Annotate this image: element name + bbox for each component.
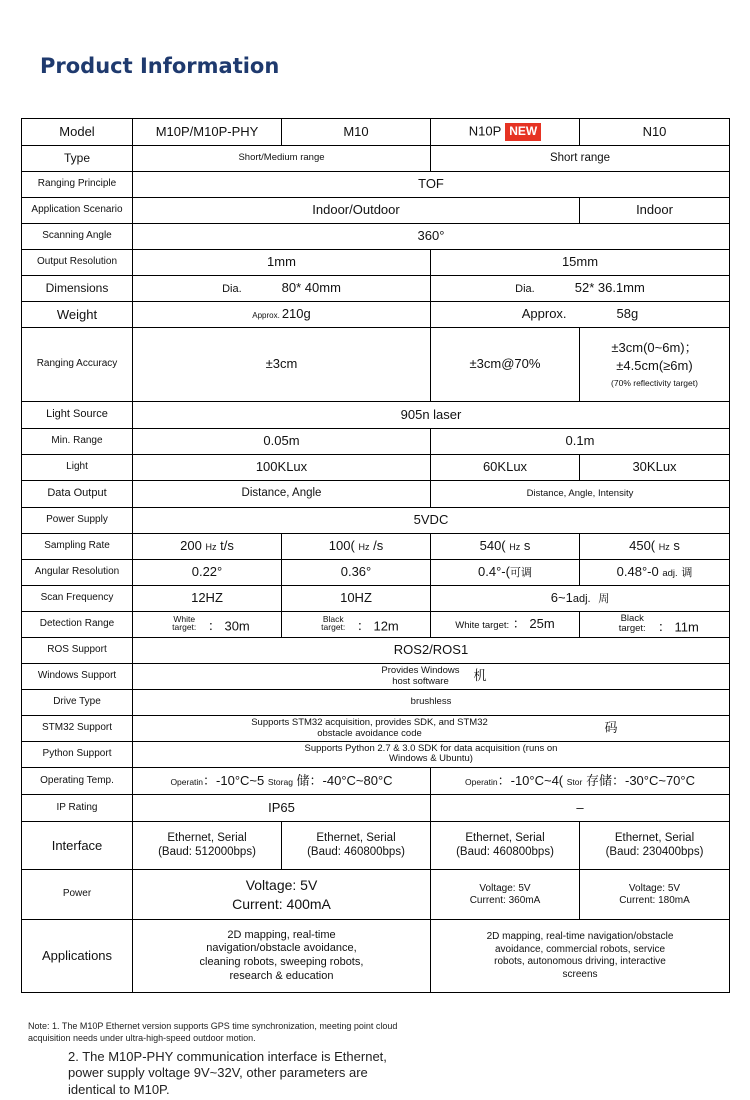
row-label-ranging-principle: Ranging Principle	[22, 172, 133, 198]
row-label-windows-support: Windows Support	[22, 664, 133, 690]
sampling-rate-m10-suffix: /s	[373, 538, 384, 554]
light-source-value	[133, 402, 730, 429]
table-row-drive-type	[22, 690, 730, 716]
angular-resolution-n10p-suffix: 可调	[509, 567, 532, 580]
applications-n10	[431, 920, 730, 993]
table-row-ros-support	[22, 638, 730, 664]
operating-temp-n10-st: 存储：-30°C~70°C	[585, 772, 695, 788]
table-row-python-support	[22, 742, 730, 768]
ranging-principle-value: TOF	[133, 172, 730, 198]
model-m10: M10	[282, 119, 431, 146]
python-support-value: Supports Python 2.7 & 3.0 SDK for data acquisition (runs on Windows & Ubuntu)	[304, 742, 558, 765]
interface-m10-line2: (Baud: 460800bps)	[307, 845, 405, 858]
table-row-interface	[22, 822, 730, 870]
detection-range-n10p-value: 25m	[529, 616, 555, 632]
row-label-dimensions: Dimensions	[22, 276, 133, 302]
ranging-accuracy-n10-note: (70% reflectivity target)	[611, 377, 698, 388]
applications-n10-value: 2D mapping, real-time navigation/obstacle avoidance, commercial robots, service robots, autonomous driving, interactive screens	[486, 931, 674, 980]
sampling-rate-n10-value: 450(	[629, 538, 656, 554]
applications-m10	[133, 920, 431, 993]
windows-support-cell	[133, 664, 730, 690]
table-row-weight	[22, 302, 730, 328]
detection-range-m10p: White target: ： 30m	[133, 612, 282, 638]
sampling-rate-m10	[282, 534, 431, 560]
row-label-power: Power	[22, 870, 133, 920]
interface-n10p	[431, 822, 580, 870]
light-n10p: 60KLux	[431, 455, 580, 481]
table-row-angular-resolution	[22, 560, 730, 586]
stm32-support-value: Supports STM32 acquisition, provides SDK, and STM32 obstacle avoidance code	[251, 716, 488, 739]
interface-m10p	[133, 822, 282, 870]
light-source-wavelength: 905n	[400, 406, 430, 422]
ranging-accuracy-n10-line2: ±4.5cm(≥6m)	[616, 357, 693, 373]
dimensions-m10-prefix: Dia.	[222, 283, 242, 296]
row-label-data-output: Data Output	[22, 481, 133, 508]
table-row-output-resolution	[22, 250, 730, 276]
table-row-operating-temp	[22, 768, 730, 795]
data-output-n10: Distance, Angle, Intensity	[431, 481, 730, 508]
row-label-drive-type: Drive Type	[22, 690, 133, 716]
power-n10-line1: Voltage: 5V	[628, 883, 681, 894]
table-row-ranging-principle	[22, 172, 730, 198]
scan-frequency-n10	[431, 586, 730, 612]
sampling-rate-n10p-unit: Hz	[509, 542, 521, 553]
row-label-stm32-support: STM32 Support	[22, 716, 133, 742]
table-row-scan-frequency	[22, 586, 730, 612]
application-scenario-n10: Indoor	[580, 198, 730, 224]
scanning-angle-value: 360°	[133, 224, 730, 250]
row-label-ros-support: ROS Support	[22, 638, 133, 664]
operating-temp-n10-op: ：-10°C~4(	[497, 772, 564, 788]
detection-range-n10p-label: White target:	[455, 620, 510, 632]
dimensions-n10-prefix: Dia.	[515, 283, 535, 296]
interface-n10-line1: Ethernet, Serial	[614, 831, 695, 844]
windows-support-tail: 机	[473, 667, 487, 683]
table-row-dimensions	[22, 276, 730, 302]
table-row-power-supply	[22, 508, 730, 534]
operating-temp-n10-st-label: Stor	[566, 776, 583, 787]
ranging-accuracy-m10: ±3cm	[133, 328, 431, 402]
operating-temp-n10	[431, 768, 730, 795]
scan-frequency-n10-adj: adj.	[572, 593, 591, 606]
light-n10: 30KLux	[580, 455, 730, 481]
interface-m10p-line2: (Baud: 512000bps)	[158, 845, 256, 858]
operating-temp-m10	[133, 768, 431, 795]
note-1: Note: 1. The M10P Ethernet version supports GPS time synchronization, meeting point cloud acquisition needs under ultra-high-speed outdoor motion.	[28, 1021, 398, 1043]
power-m10	[133, 870, 431, 920]
row-label-sampling-rate: Sampling Rate	[22, 534, 133, 560]
weight-m10-value: 210g	[281, 306, 311, 322]
table-row-sampling-rate	[22, 534, 730, 560]
power-supply-value: 5VDC	[133, 508, 730, 534]
row-label-scan-frequency: Scan Frequency	[22, 586, 133, 612]
table-row-applications	[22, 920, 730, 993]
sampling-rate-m10p-suffix: t/s	[220, 538, 234, 554]
table-row-stm32-support	[22, 716, 730, 742]
row-label-light: Light	[22, 455, 133, 481]
light-m10: 100KLux	[133, 455, 431, 481]
sampling-rate-n10-unit: Hz	[658, 542, 670, 553]
type-m10: Short/Medium range	[133, 146, 431, 172]
table-row-light-source	[22, 402, 730, 429]
table-row-model	[22, 119, 730, 146]
sampling-rate-n10p-suffix: s	[523, 538, 531, 554]
weight-n10	[431, 302, 730, 328]
weight-n10-prefix: Approx.	[521, 306, 567, 322]
data-output-m10: Distance, Angle	[133, 481, 431, 508]
interface-n10-line2: (Baud: 230400bps)	[605, 845, 704, 858]
row-label-power-supply: Power Supply	[22, 508, 133, 534]
ip-rating-n10: –	[431, 795, 730, 822]
dimensions-m10	[133, 276, 431, 302]
ranging-accuracy-n10	[580, 328, 730, 402]
row-label-model: Model	[22, 119, 133, 146]
min-range-n10: 0.1m	[431, 429, 730, 455]
detection-range-m10-value: 12m	[373, 618, 399, 634]
row-label-min-range: Min. Range	[22, 429, 133, 455]
stm32-support-tail: 码	[604, 719, 618, 735]
operating-temp-m10-op-label: Operatin	[170, 776, 204, 787]
angular-resolution-n10-tail: 调	[681, 567, 693, 580]
python-support-cell	[133, 742, 730, 768]
scan-frequency-m10: 10HZ	[282, 586, 431, 612]
table-row-application-scenario	[22, 198, 730, 224]
row-label-ip-rating: IP Rating	[22, 795, 133, 822]
product-spec-table	[21, 118, 730, 993]
row-label-ranging-accuracy: Ranging Accuracy	[22, 328, 133, 402]
output-resolution-n10: 15mm	[431, 250, 730, 276]
scan-frequency-n10-tail: 周	[598, 593, 610, 606]
new-badge: NEW	[505, 123, 541, 141]
power-n10-line2: Current: 180mA	[619, 894, 690, 906]
row-label-light-source: Light Source	[22, 402, 133, 429]
sampling-rate-m10p	[133, 534, 282, 560]
scan-frequency-m10p: 12HZ	[133, 586, 282, 612]
row-label-detection-range: Detection Range	[22, 612, 133, 638]
applications-m10-value: 2D mapping, real-time navigation/obstacle avoidance, cleaning robots, sweeping robots, research & education	[199, 928, 364, 982]
detection-range-n10-value: 11m	[674, 619, 699, 635]
note-2: 2. The M10P-PHY communication interface is Ethernet, power supply voltage 9V~32V, other parameters are identical to M10P.	[68, 1049, 387, 1097]
angular-resolution-n10-adj: adj.	[662, 568, 678, 580]
detection-range-m10-label: Black target:	[321, 613, 346, 633]
ip-rating-m10: IP65	[133, 795, 431, 822]
weight-m10-prefix: Approx.	[252, 311, 280, 321]
power-n10p-line1: Voltage: 5V	[479, 883, 531, 894]
interface-m10	[282, 822, 431, 870]
table-row-ranging-accuracy	[22, 328, 730, 402]
operating-temp-n10-op-label: Operatin	[465, 776, 498, 787]
row-label-python-support: Python Support	[22, 742, 133, 768]
power-n10	[580, 870, 730, 920]
model-n10p-name: N10P	[468, 123, 502, 139]
table-row-light	[22, 455, 730, 481]
model-n10: N10	[580, 119, 730, 146]
detection-range-n10-label: Black target:	[618, 612, 646, 635]
row-label-weight: Weight	[22, 302, 133, 328]
application-scenario-m10: Indoor/Outdoor	[133, 198, 580, 224]
model-m10p: M10P/M10P-PHY	[133, 119, 282, 146]
sampling-rate-m10-value: 100(	[328, 538, 355, 554]
row-label-interface: Interface	[22, 822, 133, 870]
angular-resolution-n10p	[431, 560, 580, 586]
angular-resolution-m10: 0.36°	[282, 560, 431, 586]
detection-range-m10: Black target: ： 12m	[282, 612, 431, 638]
interface-n10p-line2: (Baud: 460800bps)	[456, 845, 554, 858]
weight-m10	[133, 302, 431, 328]
scan-frequency-n10-value: 6~1	[550, 590, 573, 606]
type-n10: Short range	[431, 146, 730, 172]
table-row-power	[22, 870, 730, 920]
interface-m10-line1: Ethernet, Serial	[316, 831, 396, 844]
table-row-type	[22, 146, 730, 172]
table-row-ip-rating	[22, 795, 730, 822]
model-n10p	[431, 119, 580, 146]
row-label-operating-temp: Operating Temp.	[22, 768, 133, 795]
table-row-windows-support	[22, 664, 730, 690]
output-resolution-m10: 1mm	[133, 250, 431, 276]
detection-range-m10p-value: 30m	[224, 618, 250, 634]
row-label-angular-resolution: Angular Resolution	[22, 560, 133, 586]
row-label-type: Type	[22, 146, 133, 172]
page-title: Product Information	[40, 54, 280, 78]
windows-support-value: Provides Windows host software	[381, 664, 460, 687]
interface-n10p-line1: Ethernet, Serial	[465, 831, 545, 844]
angular-resolution-n10-value: 0.48°-0	[616, 564, 659, 580]
dimensions-n10-value: 52* 36.1mm	[574, 280, 645, 296]
operating-temp-m10-st-label: Storag	[267, 776, 293, 787]
row-label-scanning-angle: Scanning Angle	[22, 224, 133, 250]
table-row-min-range	[22, 429, 730, 455]
angular-resolution-n10p-value: 0.4°-(	[478, 564, 510, 580]
sampling-rate-n10p-value: 540(	[479, 538, 506, 554]
row-label-application-scenario: Application Scenario	[22, 198, 133, 224]
row-label-output-resolution: Output Resolution	[22, 250, 133, 276]
ros-support-value: ROS2/ROS1	[133, 638, 730, 664]
operating-temp-m10-op: ：-10°C~5	[203, 772, 265, 788]
power-m10-line1: Voltage: 5V	[245, 877, 318, 894]
ranging-accuracy-n10-line1: ±3cm(0~6m)；	[611, 339, 698, 355]
min-range-m10: 0.05m	[133, 429, 431, 455]
sampling-rate-n10-suffix: s	[673, 538, 680, 554]
stm32-support-cell	[133, 716, 730, 742]
table-row-data-output	[22, 481, 730, 508]
table-row-detection-range	[22, 612, 730, 638]
sampling-rate-m10-unit: Hz	[358, 542, 370, 553]
drive-type-value: brushless	[133, 690, 730, 716]
sampling-rate-m10p-unit: Hz	[205, 542, 217, 553]
interface-m10p-line1: Ethernet, Serial	[167, 831, 247, 844]
operating-temp-m10-st: 储：-40°C~80°C	[296, 772, 393, 788]
sampling-rate-n10	[580, 534, 730, 560]
angular-resolution-m10p: 0.22°	[133, 560, 282, 586]
detection-range-m10p-label: White target:	[172, 613, 197, 633]
power-m10-line2: Current: 400mA	[232, 895, 331, 912]
detection-range-n10p: White target: ： 25m	[431, 612, 580, 638]
power-n10p-line2: Current: 360mA	[469, 894, 541, 906]
light-source-type: laser	[433, 406, 462, 422]
ranging-accuracy-n10p: ±3cm@70%	[431, 328, 580, 402]
angular-resolution-n10	[580, 560, 730, 586]
sampling-rate-m10p-value: 200	[180, 538, 202, 554]
weight-n10-value: 58g	[616, 306, 639, 322]
row-label-applications: Applications	[22, 920, 133, 993]
dimensions-n10	[431, 276, 730, 302]
sampling-rate-n10p	[431, 534, 580, 560]
interface-n10	[580, 822, 730, 870]
detection-range-n10: Black target: ： 11m	[580, 612, 730, 638]
table-row-scanning-angle	[22, 224, 730, 250]
dimensions-m10-value: 80* 40mm	[281, 280, 341, 296]
power-n10p	[431, 870, 580, 920]
